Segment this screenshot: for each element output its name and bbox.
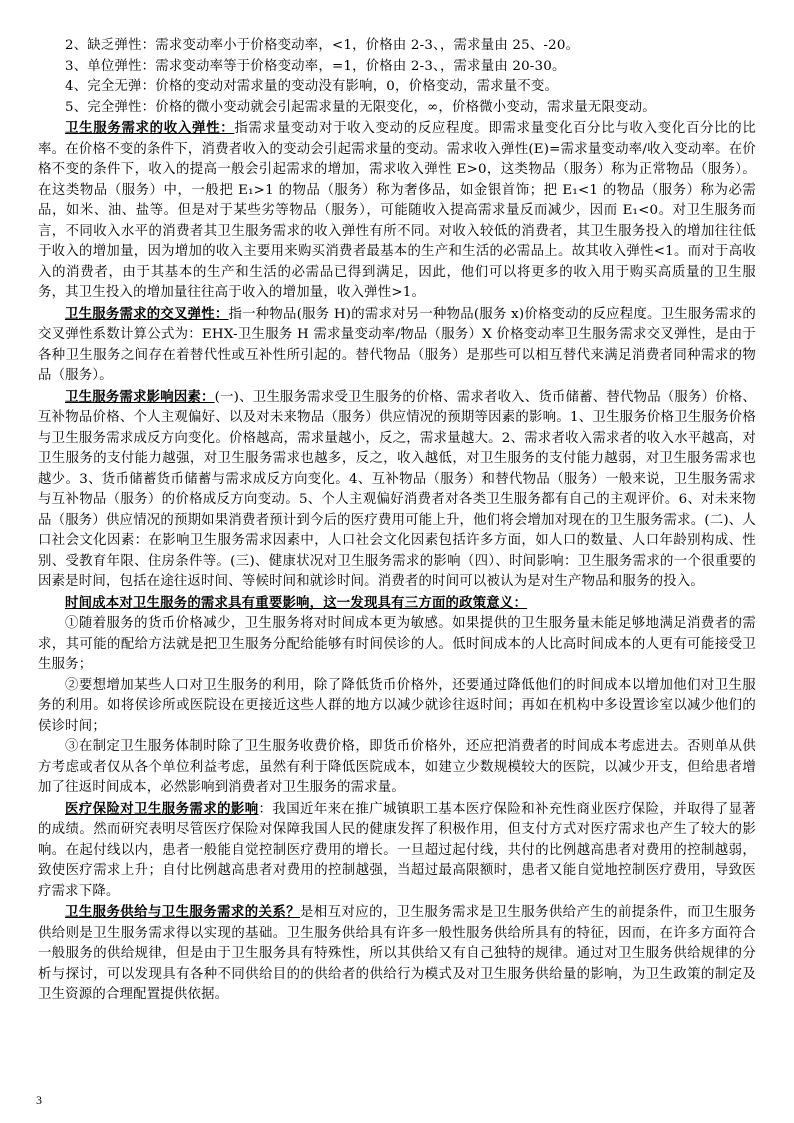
paragraph-cross-elasticity: [38, 304, 756, 387]
text-demand-factors: (一)、卫生服务需求受卫生服务的价格、需求者收入、货币储蓄、替代物品（服务）价格、互补物品价格、个人主观偏好、以及对未来物品（服务）供应情况的预期等因素的影响。1、卫生服务价格卫生服务价格与卫生服务需求成反方向变化。价格越高，需求量越小，反之，需求量越大。2、需求者收入需求者的收入水平越高，对卫生服务的支付能力越强，对卫生服务需求也越多，反之，收入越低，对卫生服务的支付能力越弱，对卫生服务需求也越少。3、货币储蓄货币储蓄与需求成反方向变化。4、互补物品（服务）和替代物品（服务）一般来说，卫生服务需求与互补物品（服务）的价格成反方向变动。5、个人主观偏好消费者对各类卫生服务都有自己的主观评价。6、对未来物品（服务）供应情况的预期如果消费者预计到今后的医疗费用可能上升，他们将会增加对现在的卫生服务需求。(二)、人口社会文化因素：在影响卫生服务需求因素中，人口社会文化因素包括许多方面，如人口的数量、人口年龄别构成、性别、受教育年限、住房条件等。(三)、健康状况对卫生服务需求的影响（四）、时间影响：卫生服务需求的一个很重要的因素是时间，包括在途往返时间、等候时间和就诊时间。消费者的时间可以被认为是对生产物品和服务的投入。: [38, 389, 756, 589]
heading-cross-elasticity: 卫生服务需求的交叉弹性：: [65, 305, 229, 322]
paragraph-income-elasticity: [38, 118, 756, 304]
heading-demand-factors: 卫生服务需求影响因素：: [65, 388, 215, 405]
heading-insurance: 医疗保险对卫生服务需求的影响: [65, 800, 259, 817]
paragraph-perfect-elastic: 5、完全弹性：价格的微小变动就会引起需求量的无限变化，∞，价格微小变动，需求量无限变动。: [65, 99, 656, 115]
paragraph-insurance: [38, 799, 756, 903]
paragraph-unit-elasticity: 3、单位弹性：需求变动率等于价格变动率，=1，价格由 2-3、，需求量由 20-30。: [65, 58, 566, 74]
document-page: [38, 36, 756, 1006]
paragraph-perfect-inelastic: 4、完全无弹：价格的变动对需求量的变动没有影响，0，价格变动，需求量不变。: [65, 79, 559, 94]
text-cross-elasticity: 指一种物品(服务 H)的需求对另一种物品(服务 x)价格变动的反应程度。卫生服务需求的交叉弹性系数计算公式为：EHX-卫生服务 H 需求量变动率/物品（服务）X 价格变动率卫生服务需求交叉弹性，是由于各种卫生服务之间存在着替代性或互补性所引起的。替代物品（服务）是那些可以相互替代来满足消费者同种需求的物品（服务）。: [38, 306, 756, 383]
paragraph-demand-factors: [38, 387, 756, 593]
heading-time-cost-text: 时间成本对卫生服务的需求具有重要影响，这一发现具有三方面的政策意义：: [65, 594, 528, 611]
paragraph-time-cost-3: ③在制定卫生服务体制时除了卫生服务收费价格，即货币价格外，还应把消费者的时间成本考虑进去。否则单从供方考虑或者仅从各个单位利益考虑，虽然有利于降低医院成本，如建立少数规模较大的医院，以减少开支，但给患者增加了往返时间成本，必然影响到消费者对卫生服务的需求量。: [38, 739, 756, 795]
paragraph-time-cost-2: ②要想增加某些人口对卫生服务的利用，除了降低货币价格外，还要通过降低他们的时间成本以增加他们对卫生服务的利用。如将侯诊所或医院设在更接近这些人群的地方以减少就诊往返时间；再如在机构中多设置诊室以减少他们的侯诊时间；: [38, 677, 756, 734]
page-number: 3: [36, 1093, 42, 1107]
heading-supply-demand: 卫生服务供给与卫生服务需求的关系？: [65, 904, 301, 920]
text-insurance: ：我国近年来在推广城镇职工基本医疗保险和补充性商业医疗保险，并取得了显著的成绩。然而研究表明尽管医疗保险对保障我国人民的健康发挥了积极作用，但支付方式对医疗需求也产生了较大的影响。在起付线以内，患者一般能自觉控制医疗费用的增长。一旦超过起付线，共付的比例越高患者对费用的控制越弱，致使医疗需求上升；自付比例越高患者对费用的控制越强，当超过最高限额时，患者又能自觉地控制医疗费用，导致医疗需求下降。: [38, 801, 756, 899]
text-income-elasticity: 指需求量变动对于收入变动的反应程度。即需求量变化百分比与收入变化百分比的比率。在价格不变的条件下，消费者收入的变动会引起需求量的变动。需求收入弹性(E)=需求量变动率/收入变动率。在价格不变的条件下，收入的提高一般会引起需求的增加，需求收入弹性 E>0，这类物品（服务）称为正常物品（服务）。在这类物品（服务）中，一般把 E₁>1 的物品（服务）称为奢侈品，如金银首饰；把 E₁<1 的物品（服务）称为必需品，如米、油、盐等。但是对于某些劣等物品（服务），可能随收入提高需求量反而减少，因而 E₁<0。对卫生服务而言，不同收入水平的消费者其卫生服务需求的收入弹性有所不同。对收入较低的消费者，其卫生服务投入的增加往往低于收入的增加量，因为增加的收入主要用来购买消费者最基本的生产和生活的必需品上。故其收入弹性<1。而对于高收入的消费者，由于其基本的生产和生活的必需品已得到满足，因此，他们可以将更多的收入用于购买高质量的卫生服务，其卫生投入的增加量往往高于收入的增加量，收入弹性>1。: [38, 121, 756, 300]
text-supply-demand: 是相互对应的，卫生服务需求是卫生服务供给产生的前提条件，而卫生服务供给则是卫生服务需求得以实现的基础。卫生服务供给具有许多一般性服务供给所具有的特征，因而，在许多方面符合一般服务的供给规律，但是由于卫生服务具有特殊性，所以其供给又有自己独特的规律。通过对卫生服务供给规律的分析与探讨，可以发现具有各种不同供给目的的供给者的供给行为模式及对卫生服务供给量的影响，为卫生政策的制定及卫生资源的合理配置提供依据。: [38, 905, 756, 1002]
paragraph-supply-demand: [38, 902, 756, 1006]
heading-time-cost: [38, 593, 756, 615]
paragraph-time-cost-1: ①随着服务的货币价格减少，卫生服务将对时间成本更为敏感。如果提供的卫生服务量未能足够地满足消费者的需求，其可能的配给方法就是把卫生服务分配给能够有时间侯诊的人。低时间成本的人比高时间成本的人更有可能接受卫生服务；: [38, 616, 756, 672]
paragraph-lack-elasticity: 2、缺乏弹性：需求变动率小于价格变动率，<1，价格由 2-3、，需求量由 25、-20。: [65, 38, 580, 53]
heading-income-elasticity: 卫生服务需求的收入弹性：: [65, 120, 235, 136]
